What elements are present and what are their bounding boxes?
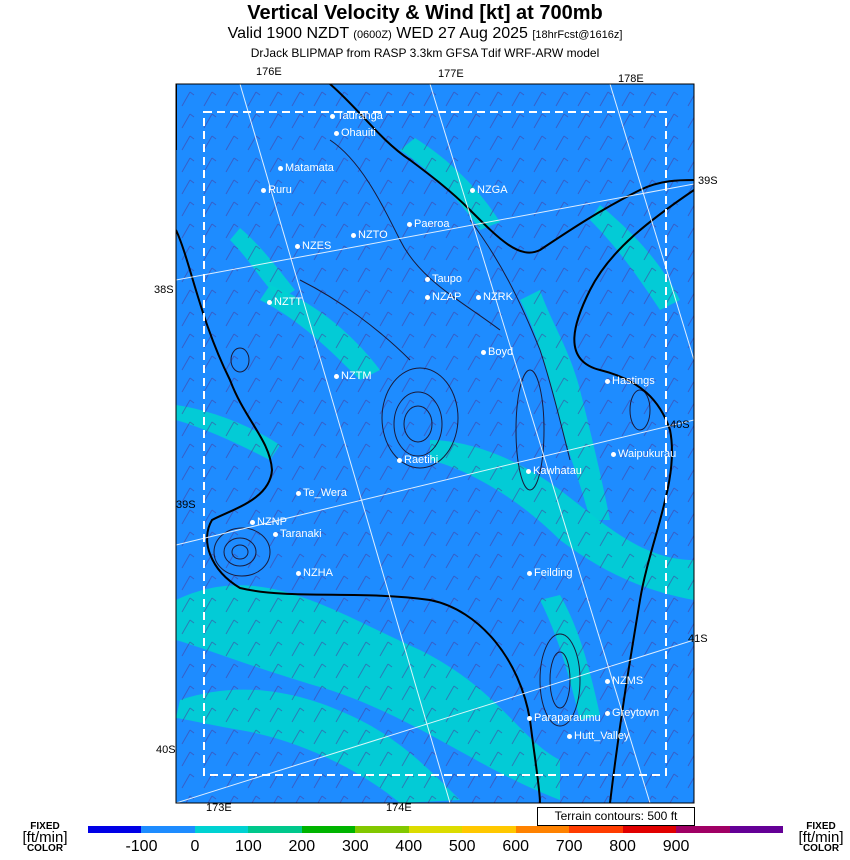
place-marker <box>425 273 462 285</box>
units-label: [ft/min] <box>22 829 68 846</box>
scale-tick-label: 0 <box>190 838 200 855</box>
place-dot-icon <box>605 379 610 384</box>
place-dot-icon <box>527 571 532 576</box>
valid-label: Valid 1900 NZDT <box>227 25 349 42</box>
lat-label-40s-right: 40S <box>670 419 690 431</box>
place-label: Ohauiti <box>341 127 376 139</box>
place-label: NZNP <box>257 516 287 528</box>
color-swatch <box>88 826 141 833</box>
color-label: COLOR <box>26 843 64 854</box>
color-swatch <box>516 826 569 833</box>
place-label: Matamata <box>285 162 334 174</box>
lon-label-176e: 176E <box>256 66 282 78</box>
place-label: NZTM <box>341 370 372 382</box>
scale-tick-label: 700 <box>555 838 583 855</box>
lat-label-39s-right: 39S <box>698 175 718 187</box>
place-dot-icon <box>605 679 610 684</box>
color-swatch <box>302 826 355 833</box>
place-marker <box>273 528 322 540</box>
place-marker <box>567 730 629 742</box>
place-marker <box>397 454 438 466</box>
place-dot-icon <box>296 491 301 496</box>
place-marker <box>296 487 347 499</box>
color-label: COLOR <box>802 843 840 854</box>
color-swatch <box>623 826 676 833</box>
fixed-label: FIXED <box>806 821 836 832</box>
place-marker <box>481 346 513 358</box>
place-dot-icon <box>425 295 430 300</box>
place-label: Hutt_Valley <box>574 730 630 742</box>
place-dot-icon <box>526 469 531 474</box>
place-dot-icon <box>267 300 272 305</box>
place-marker <box>278 162 334 174</box>
place-marker <box>476 291 513 303</box>
place-marker <box>334 370 372 382</box>
place-label: Boyd <box>488 346 514 358</box>
units-label: [ft/min] <box>798 829 844 846</box>
lat-label-38s: 38S <box>154 284 174 296</box>
place-marker <box>605 675 643 687</box>
place-dot-icon <box>397 458 402 463</box>
utc-label: (0600Z) <box>353 29 392 41</box>
place-marker <box>425 291 461 303</box>
place-label: NZTO <box>358 229 388 241</box>
place-marker <box>470 184 508 196</box>
place-dot-icon <box>425 277 430 282</box>
place-marker <box>527 712 601 724</box>
place-marker <box>267 296 302 308</box>
color-scale-bar <box>88 826 783 833</box>
place-label: Greytown <box>612 707 660 719</box>
place-label: Tauranga <box>337 110 383 122</box>
place-dot-icon <box>296 571 301 576</box>
place-dot-icon <box>567 734 572 739</box>
color-swatch <box>355 826 408 833</box>
place-dot-icon <box>330 114 335 119</box>
place-dot-icon <box>470 188 475 193</box>
color-swatch <box>248 826 301 833</box>
scale-tick-label: 200 <box>288 838 316 855</box>
lat-label-41s: 41S <box>688 633 708 645</box>
place-dot-icon <box>334 374 339 379</box>
place-dot-icon <box>476 295 481 300</box>
place-label: NZAP <box>432 291 462 303</box>
lon-label-177e: 177E <box>438 68 464 80</box>
date-label: WED 27 Aug 2025 <box>396 25 528 42</box>
place-dot-icon <box>481 350 486 355</box>
color-swatch <box>462 826 515 833</box>
place-label: NZRK <box>483 291 513 303</box>
place-marker <box>296 567 333 579</box>
forecast-label: [18hrFcst@1616z] <box>532 29 623 41</box>
scale-tick-label: 600 <box>502 838 530 855</box>
place-dot-icon <box>407 222 412 227</box>
place-label: Hastings <box>612 375 655 387</box>
place-dot-icon <box>611 452 616 457</box>
lon-label-174e: 174E <box>386 802 412 814</box>
scale-tick-label: 300 <box>341 838 369 855</box>
place-dot-icon <box>527 716 532 721</box>
scale-tick-label: 900 <box>662 838 690 855</box>
place-label: Feilding <box>534 567 573 579</box>
place-label: NZGA <box>477 184 508 196</box>
model-source: DrJack BLIPMAP from RASP 3.3km GFSA Tdif WRF-ARW model <box>250 46 600 60</box>
place-marker <box>261 184 292 196</box>
scale-tick-label: 100 <box>235 838 262 855</box>
place-label: Taupo <box>432 273 462 285</box>
place-marker <box>334 127 376 139</box>
color-swatch <box>141 826 194 833</box>
place-label: Raetihi <box>404 454 439 466</box>
terrain-contour-note: Terrain contours: 500 ft <box>537 807 695 826</box>
wind-barbs <box>176 84 694 803</box>
place-label: Waipukurau <box>618 448 677 460</box>
place-label: Paeroa <box>414 218 450 230</box>
scale-tick-label: -100 <box>125 838 158 855</box>
color-swatch <box>195 826 248 833</box>
lon-label-178e: 178E <box>618 73 644 85</box>
place-marker <box>605 707 659 719</box>
place-label: NZHA <box>303 567 333 579</box>
scale-tick-label: 500 <box>448 838 476 855</box>
color-swatch <box>676 826 729 833</box>
place-marker <box>611 448 676 460</box>
legend-label-right <box>786 821 850 854</box>
lat-label-40s-left: 40S <box>156 744 176 756</box>
fixed-label: FIXED <box>30 821 60 832</box>
place-dot-icon <box>278 166 283 171</box>
scale-tick-label: 800 <box>609 838 636 855</box>
color-swatch <box>730 826 783 833</box>
place-label: Paraparaumu <box>534 712 601 724</box>
place-marker <box>351 229 388 241</box>
place-marker <box>605 375 655 387</box>
place-label: Taranaki <box>280 528 322 540</box>
place-marker <box>526 465 582 477</box>
place-marker <box>250 516 287 528</box>
place-label: NZMS <box>612 675 644 687</box>
place-marker <box>527 567 573 579</box>
place-label: NZES <box>302 240 332 252</box>
place-dot-icon <box>295 244 300 249</box>
place-label: NZTT <box>274 296 303 308</box>
lon-label-173e: 173E <box>206 802 232 814</box>
lat-label-39s-left: 39S <box>176 499 196 511</box>
place-marker <box>330 110 383 122</box>
legend-label-left <box>10 821 80 854</box>
place-label: Te_Wera <box>303 487 347 499</box>
place-dot-icon <box>351 233 356 238</box>
place-dot-icon <box>334 131 339 136</box>
place-label: Ruru <box>268 184 292 196</box>
place-dot-icon <box>261 188 266 193</box>
place-dot-icon <box>250 520 255 525</box>
place-marker <box>407 218 449 230</box>
scale-tick-label: 400 <box>395 838 423 855</box>
place-label: Kawhatau <box>533 465 582 477</box>
chart-title: Vertical Velocity & Wind [kt] at 700mb <box>247 2 603 24</box>
color-swatch <box>569 826 622 833</box>
place-dot-icon <box>605 711 610 716</box>
color-swatch <box>409 826 462 833</box>
place-dot-icon <box>273 532 278 537</box>
place-marker <box>295 240 331 252</box>
